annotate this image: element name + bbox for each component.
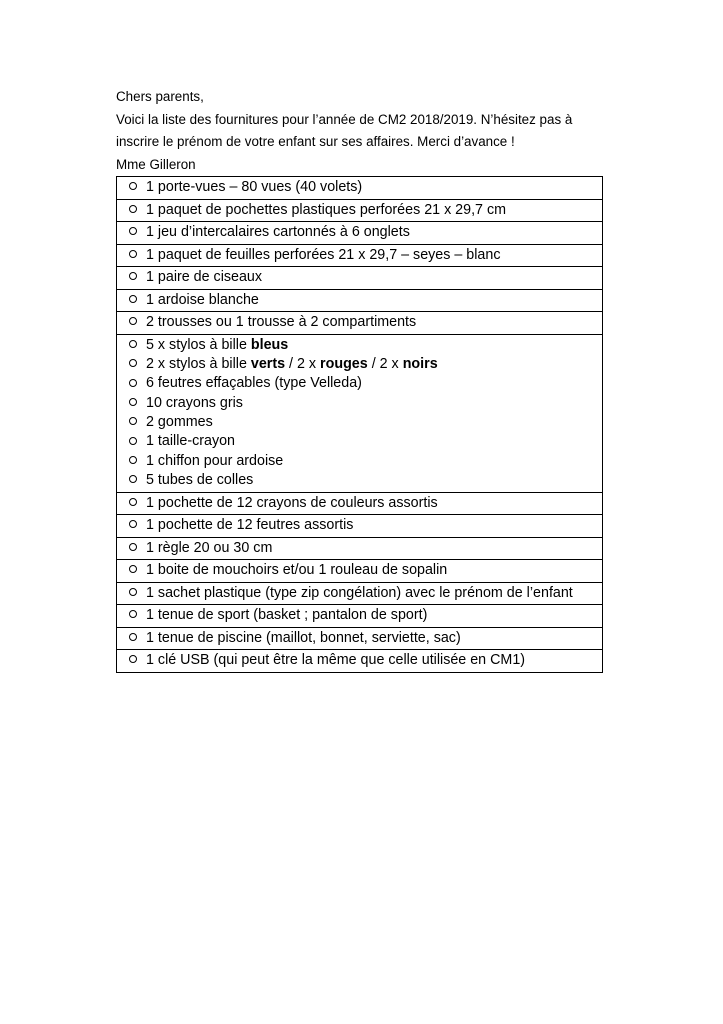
list-item: 2 x stylos à bille verts / 2 x rouges / 2 x noirs — [129, 355, 602, 374]
table-row — [117, 515, 603, 538]
circle-bullet-icon — [129, 379, 137, 387]
list-item: 1 tenue de sport (basket ; pantalon de sport) — [129, 605, 602, 627]
circle-bullet-icon — [129, 655, 137, 663]
list-item: 5 tubes de colles — [129, 471, 602, 490]
list-item: 1 boite de mouchoirs et/ou 1 rouleau de sopalin — [129, 560, 602, 582]
list-item: 1 pochette de 12 feutres assortis — [129, 515, 602, 537]
circle-bullet-icon — [129, 182, 137, 190]
table-row — [117, 492, 603, 515]
list-item: 1 paquet de pochettes plastiques perforées 21 x 29,7 cm — [129, 200, 602, 222]
circle-bullet-icon — [129, 272, 137, 280]
circle-bullet-icon — [129, 565, 137, 573]
list-item: 6 feutres effaçables (type Velleda) — [129, 374, 602, 393]
table-row — [117, 312, 603, 335]
circle-bullet-icon — [129, 520, 137, 528]
circle-bullet-icon — [129, 610, 137, 618]
table-row — [117, 537, 603, 560]
list-item: 1 taille-crayon — [129, 432, 602, 451]
list-item: 1 jeu d’intercalaires cartonnés à 6 onglets — [129, 222, 602, 244]
list-item: 1 paire de ciseaux — [129, 267, 602, 289]
list-item: 1 pochette de 12 crayons de couleurs assortis — [129, 493, 602, 515]
table-row — [117, 267, 603, 290]
circle-bullet-icon — [129, 250, 137, 258]
list-item: 2 gommes — [129, 413, 602, 432]
circle-bullet-icon — [129, 456, 137, 464]
list-item: 1 porte-vues – 80 vues (40 volets) — [129, 177, 602, 199]
list-item: 1 règle 20 ou 30 cm — [129, 538, 602, 560]
table-row — [117, 244, 603, 267]
circle-bullet-icon — [129, 398, 137, 406]
table-row — [117, 560, 603, 583]
list-item: 1 chiffon pour ardoise — [129, 452, 602, 471]
list-item: 10 crayons gris — [129, 394, 602, 413]
circle-bullet-icon — [129, 317, 137, 325]
table-row — [117, 605, 603, 628]
list-item: 1 ardoise blanche — [129, 290, 602, 312]
circle-bullet-icon — [129, 340, 137, 348]
circle-bullet-icon — [129, 359, 137, 367]
intro-line-2: inscrire le prénom de votre enfant sur ses affaires. Merci d’avance ! — [116, 134, 515, 149]
circle-bullet-icon — [129, 227, 137, 235]
table-row — [117, 199, 603, 222]
supply-list-table — [116, 176, 603, 673]
circle-bullet-icon — [129, 295, 137, 303]
table-row — [117, 222, 603, 245]
table-row — [117, 650, 603, 673]
circle-bullet-icon — [129, 498, 137, 506]
table-row — [117, 582, 603, 605]
table-row-group — [117, 334, 603, 492]
list-item: 2 trousses ou 1 trousse à 2 compartiments — [129, 312, 602, 334]
signature: Mme Gilleron — [116, 156, 196, 172]
circle-bullet-icon — [129, 417, 137, 425]
list-item: 1 clé USB (qui peut être la même que celle utilisée en CM1) — [129, 650, 602, 672]
intro-line-1: Voici la liste des fournitures pour l’année de CM2 2018/2019. N’hésitez pas à — [116, 111, 573, 127]
circle-bullet-icon — [129, 437, 137, 445]
list-item: 1 paquet de feuilles perforées 21 x 29,7 – seyes – blanc — [129, 245, 602, 267]
letter-intro — [116, 86, 606, 176]
list-item: 1 tenue de piscine (maillot, bonnet, serviette, sac) — [129, 628, 602, 650]
list-item: 1 sachet plastique (type zip congélation) avec le prénom de l’enfant — [129, 583, 602, 605]
circle-bullet-icon — [129, 543, 137, 551]
circle-bullet-icon — [129, 633, 137, 641]
table-row — [117, 177, 603, 200]
table-row — [117, 627, 603, 650]
circle-bullet-icon — [129, 205, 137, 213]
circle-bullet-icon — [129, 475, 137, 483]
greeting: Chers parents, — [116, 89, 204, 104]
list-item: 5 x stylos à bille bleus — [129, 336, 602, 355]
circle-bullet-icon — [129, 588, 137, 596]
table-row — [117, 289, 603, 312]
